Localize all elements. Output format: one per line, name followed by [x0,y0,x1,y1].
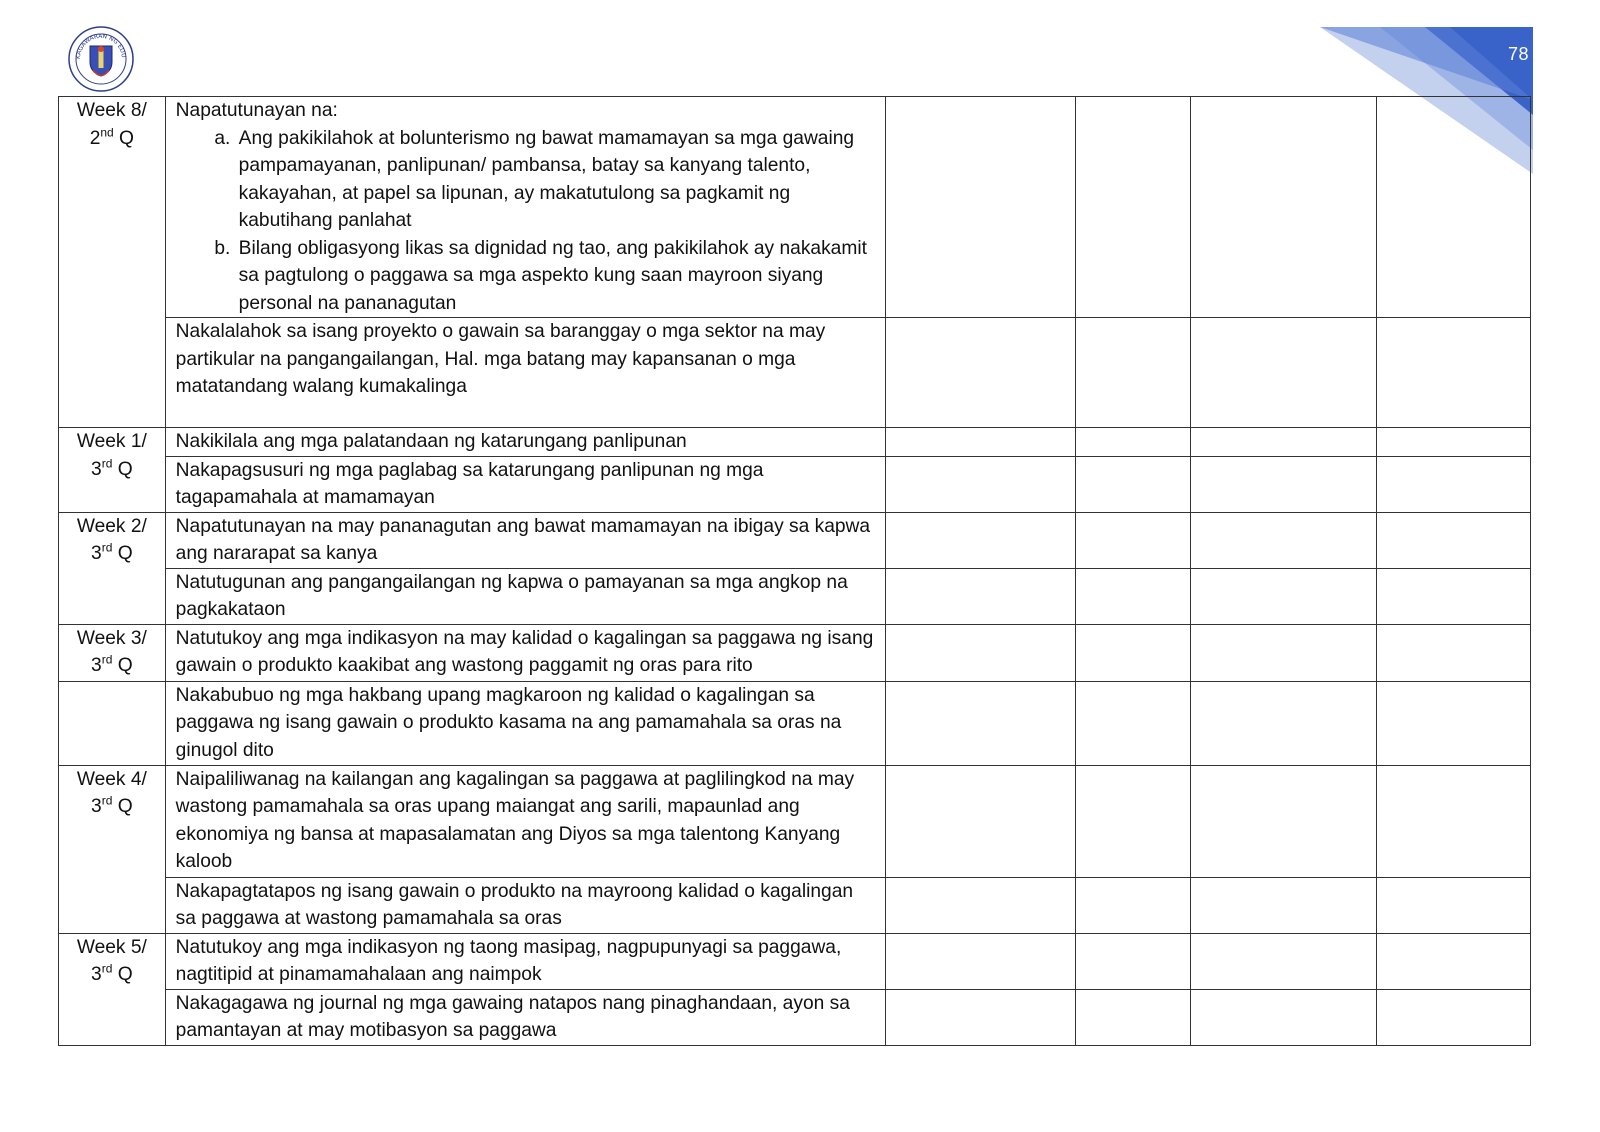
empty-cell [1075,512,1191,568]
empty-cell [1191,512,1377,568]
empty-cell [1191,428,1377,457]
empty-cell [885,624,1075,681]
empty-cell [1191,989,1377,1045]
empty-cell [1191,765,1377,877]
table-row [59,933,1531,989]
table-row [59,989,1531,1045]
week-label: Week 4/ [76,768,147,790]
week-label: Week 5/ [76,936,147,958]
table-row [59,568,1531,624]
table-row [59,765,1531,877]
empty-cell [885,765,1075,877]
empty-cell [1377,456,1531,512]
empty-cell [1075,318,1191,428]
empty-cell [1377,877,1531,933]
empty-cell [885,97,1075,318]
competency-cell: Napatutunayan na may pananagutan ang bawat mamamayan na ibigay sa kapwa ang nararapat sa kanya [165,512,885,568]
quarter-label: 2nd Q [89,125,134,149]
empty-cell [1075,624,1191,681]
week-cell [59,97,166,428]
quarter-label: 3rd Q [91,793,133,817]
table-row [59,624,1531,681]
competency-cell [165,97,885,318]
week-cell [59,765,166,933]
empty-cell [1377,933,1531,989]
week-cell [59,624,166,681]
empty-cell [1075,877,1191,933]
quarter-label: 3rd Q [91,652,133,676]
empty-cell [885,568,1075,624]
table-row [59,456,1531,512]
competency-cell: Natutukoy ang mga indikasyon ng taong masipag, nagpupunyagi sa paggawa, nagtitipid at pinamamahalaan ang naimpok [165,933,885,989]
competency-cell: Nakapagsusuri ng mga paglabag sa katarungang panlipunan ng mga tagapamahala at mamamayan [165,456,885,512]
empty-cell [885,877,1075,933]
competency-cell: Nakalalahok sa isang proyekto o gawain sa baranggay o mga sektor na may partikular na pangangailangan, Hal. mga batang may kapansanan o mga matatandang walang kumakalinga [165,318,885,428]
empty-cell [1377,97,1531,318]
empty-cell [1075,428,1191,457]
empty-cell [885,681,1075,765]
empty-cell [885,933,1075,989]
week-label: Week 3/ [76,627,147,649]
competency-text: Napatutunayan na: [175,100,338,121]
competency-cell: Nakabubuo ng mga hakbang upang magkaroon ng kalidad o kagalingan sa paggawa ng isang gawain o produkto kasama na ang pamamahala sa oras na ginugol dito [165,681,885,765]
empty-cell [1191,568,1377,624]
empty-cell [1191,97,1377,318]
quarter-label: 3rd Q [91,540,133,564]
empty-cell [1377,428,1531,457]
competency-cell: Nakagagawa ng journal ng mga gawaing natapos nang pinaghandaan, ayon sa pamantayan at may motibasyon sa paggawa [165,989,885,1045]
empty-cell [1075,933,1191,989]
deped-seal-logo [68,26,134,92]
empty-cell [885,318,1075,428]
empty-cell [885,512,1075,568]
page-number: 78 [1508,44,1530,64]
empty-cell [1377,568,1531,624]
week-cell [59,428,166,513]
table-row [59,318,1531,428]
empty-cell [1191,624,1377,681]
empty-cell [1075,989,1191,1045]
competency-cell: Naipaliliwanag na kailangan ang kagalingan sa paggawa at paglilingkod na may wastong pamamahala sa oras upang maiangat ang sarili, mapaunlad ang ekonomiya ng bansa at mapasalamatan ang Diyos sa mga talentong Kanyang kaloob [165,765,885,877]
quarter-label: 3rd Q [91,456,133,480]
table-row [59,877,1531,933]
week-label: Week 2/ [76,515,147,537]
empty-cell [1377,318,1531,428]
week-label: Week 8/ [76,100,147,121]
empty-cell [1191,877,1377,933]
competency-cell: Natutukoy ang mga indikasyon na may kalidad o kagalingan sa paggawa ng isang gawain o produkto kaakibat ang wastong paggamit ng oras para rito [165,624,885,681]
competency-table [58,96,1531,1046]
table-row [59,512,1531,568]
empty-cell [1075,568,1191,624]
empty-cell [885,989,1075,1045]
week-cell-empty [59,681,166,765]
empty-cell [1191,933,1377,989]
week-cell [59,512,166,624]
empty-cell [1075,681,1191,765]
empty-cell [1377,765,1531,877]
table-row [59,97,1531,318]
empty-cell [1191,456,1377,512]
week-cell [59,933,166,1045]
empty-cell [1075,456,1191,512]
empty-cell [1075,765,1191,877]
empty-cell [1377,624,1531,681]
empty-cell [885,456,1075,512]
week-label: Week 1/ [76,431,147,452]
table-row [59,428,1531,457]
quarter-label: 3rd Q [91,961,133,985]
empty-cell [1377,512,1531,568]
list-item: b. Bilang obligasyong likas sa dignidad ng tao, ang pakikilahok ay nakakamit sa pagtulong o paggawa sa mga aspekto kung saan mayroon siyang personal na pananagutan [236,235,875,318]
list-item: a. Ang pakikilahok at bolunterismo ng bawat mamamayan sa mga gawaing pampamayanan, panlipunan/ pambansa, batay sa kanyang talento, kakayahan, at papel sa lipunan, ay makatutulong sa pagkamit ng kabutihang panlahat [236,125,875,235]
empty-cell [1377,681,1531,765]
competency-cell: Nakikilala ang mga palatandaan ng katarungang panlipunan [165,428,885,457]
empty-cell [1075,97,1191,318]
empty-cell [1377,989,1531,1045]
svg-text:KAGAWARAN NG EDUKASYON: KAGAWARAN NG EDU [74,32,128,60]
competency-cell: Natutugunan ang pangangailangan ng kapwa o pamayanan sa mga angkop na pagkakataon [165,568,885,624]
empty-cell [1191,681,1377,765]
competency-cell: Nakapagtatapos ng isang gawain o produkto na mayroong kalidad o kagalingan sa paggawa at wastong pamamahala sa oras [165,877,885,933]
empty-cell [1191,318,1377,428]
competency-list [176,125,875,318]
table-row [59,681,1531,765]
empty-cell [885,428,1075,457]
